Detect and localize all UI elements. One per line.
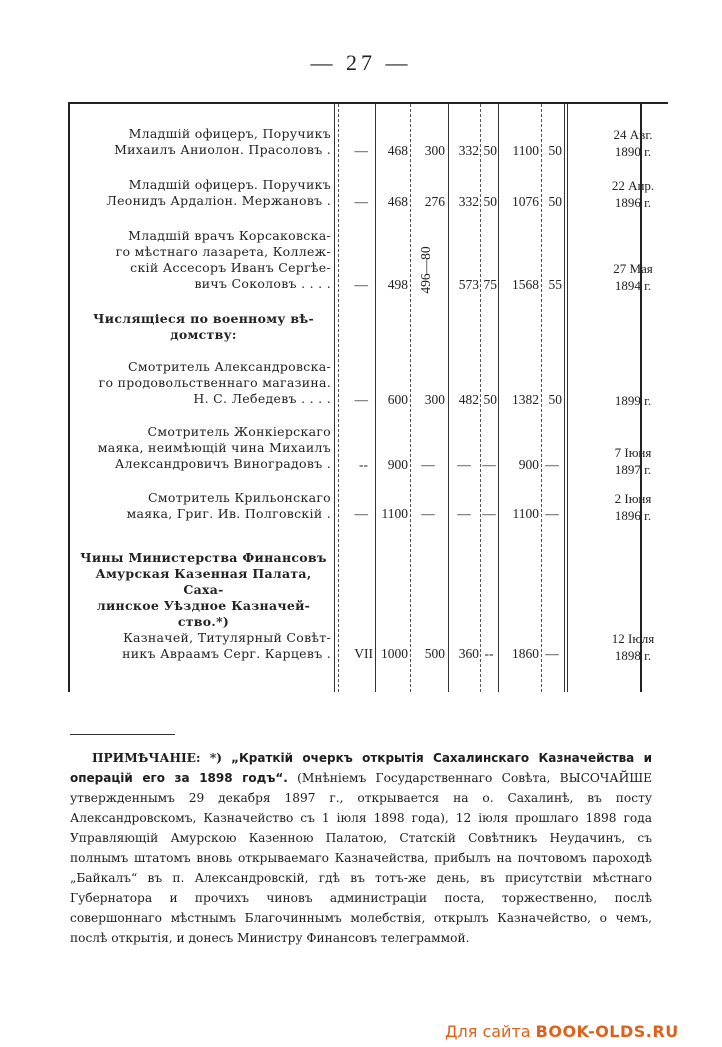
desc-line: вичъ Соколовъ . . . . [194, 276, 331, 291]
total-kopeks-cell: 50 [548, 143, 562, 158]
service-date [603, 444, 663, 478]
row-description [76, 228, 331, 292]
watermark [445, 1022, 679, 1041]
class-cell: — [354, 143, 368, 158]
quarters-cell: 482 [458, 392, 479, 407]
date-line: 1890 г. [614, 144, 652, 159]
date-line: 1898 г. [614, 648, 652, 663]
desc-line: Смотритель Жонкіерскаго [147, 424, 331, 439]
section-heading [76, 550, 331, 630]
date-line: 22 Апр. [611, 178, 655, 193]
salary-cell: 498 [387, 277, 408, 292]
salary-cell: 1100 [381, 506, 408, 521]
total-cell: 900 [518, 457, 539, 472]
section-line: Амурская Казенная Палата, Саха- [95, 566, 312, 597]
column-rule [338, 104, 339, 692]
desc-line: скій Ассесоръ Иванъ Сергѣе- [130, 260, 331, 275]
salary-cell: 1000 [381, 646, 408, 661]
section-line: линское Уѣздное Казначей- [96, 598, 311, 613]
table-left-border [68, 104, 70, 692]
kopeks-cell: — [482, 506, 496, 521]
footnote [70, 748, 652, 948]
desc-line: го продовольственнаго магазина. [98, 375, 331, 390]
date-line: 2 Іюня [614, 491, 652, 506]
quarters-cell: 332 [458, 194, 479, 209]
service-date [603, 392, 663, 409]
column-rule [334, 104, 335, 692]
desc-line: маяка, неимѣющій чина Михаилъ [97, 440, 331, 455]
class-cell: — [354, 392, 368, 407]
desc-line: Казначей, Титулярный Совѣт- [123, 630, 331, 645]
footnote-lead: ПРИМѢЧАНІЕ: *) [92, 751, 223, 765]
total-kopeks-cell: 50 [548, 392, 562, 407]
table-money-cell: 300 [424, 392, 445, 407]
row-description [76, 177, 331, 209]
salary-cell: 468 [387, 143, 408, 158]
total-kopeks-cell: 50 [548, 194, 562, 209]
row-description [76, 490, 331, 522]
column-rule [567, 104, 568, 692]
service-date [603, 490, 663, 524]
quarters-cell: 332 [458, 143, 479, 158]
salary-cell: 900 [387, 457, 408, 472]
total-kopeks-cell: — [545, 457, 559, 472]
class-cell: — [354, 194, 368, 209]
salary-table [68, 102, 668, 692]
quarters-cell: 360 [458, 646, 479, 661]
desc-line: Младшій офицеръ, Поручикъ [128, 126, 331, 141]
total-cell: 1100 [512, 143, 539, 158]
footnote-body: (Мнѣніемъ Государственнаго Совѣта, ВЫСОЧАЙШЕ утвержденнымъ 29 декабря 1897 г., открывается на о. Сахалинѣ, въ посту Александровскомъ, Казначейство съ 1 іюля 1898 года), 12 іюля прошлаго 1898 года Управляющій Амурскою Казенною Палатою, Статскій Совѣтникъ Неудачинъ, съ полнымъ штатомъ вновь открываемаго Казначейства, прибылъ на почтовомъ пароходѣ „Байкалъ“ въ п. Александровскій, гдѣ въ тотъ-же день, въ присутствіи мѣстнаго Губернатора и прочихъ чиновъ администраціи поста, торжественно, послѣ совершоннаго мѣстнымъ Благочиннымъ молебствія, открылъ Казначейство, о чемъ, послѣ открытія, и донесъ Министру Финансовъ телеграммой. [70, 771, 652, 945]
class-cell: -- [359, 457, 368, 472]
salary-cell: 468 [387, 194, 408, 209]
kopeks-cell: 50 [483, 392, 497, 407]
date-line: 1896 г. [614, 508, 652, 523]
date-line: 12 Іюля [611, 631, 655, 646]
kopeks-cell: — [482, 457, 496, 472]
class-cell: VII [354, 646, 373, 661]
salary-cell: 600 [387, 392, 408, 407]
date-line: 1894 г. [614, 278, 652, 293]
total-cell: 1860 [512, 646, 539, 661]
desc-line: Михаилъ Аниолон. Прасоловъ . [114, 142, 331, 157]
total-kopeks-cell: — [545, 506, 559, 521]
desc-line: Н. С. Лебедевъ . . . . [193, 391, 331, 406]
total-cell: 1100 [512, 506, 539, 521]
total-cell: 1568 [512, 277, 539, 292]
section-heading [76, 311, 331, 343]
desc-line: Младшій врачъ Корсаковска- [128, 228, 331, 243]
table-money-cell: — [421, 457, 435, 472]
service-date [603, 126, 663, 160]
page-number: — 27 — [310, 50, 412, 75]
desc-line: Смотритель Крильонскаго [148, 490, 331, 505]
date-line: 24 Авг. [613, 127, 653, 142]
kopeks-cell: 75 [483, 277, 497, 292]
kopeks-cell: -- [484, 646, 494, 661]
footnote-title: „Краткій очеркъ открытія Сахалинскаго Казначейства и операцій его за 1898 годъ“. [70, 751, 652, 785]
date-line: 1897 г. [614, 462, 652, 477]
row-description [76, 424, 331, 472]
kopeks-cell: 50 [483, 143, 497, 158]
class-cell: — [354, 506, 368, 521]
quarters-cell: 573 [458, 277, 479, 292]
section-line: ство.*) [177, 614, 230, 629]
desc-line: Леонидъ Ардаліон. Мержановъ . [106, 193, 331, 208]
watermark-site: BOOK-OLDS.RU [535, 1022, 679, 1041]
section-line: Числящіеся по военному вѣ- [93, 311, 314, 326]
desc-line: маяка, Григ. Ив. Полговскій . [126, 506, 331, 521]
desc-line: Младшій офицеръ. Поручикъ [128, 177, 331, 192]
date-line: 27 Мая [613, 261, 653, 276]
date-line: 7 Іюня [614, 445, 652, 460]
service-date [603, 260, 663, 294]
rotated-sum: 496—80 [418, 246, 433, 294]
total-cell: 1382 [512, 392, 539, 407]
class-cell: — [354, 277, 368, 292]
row-description [76, 630, 331, 662]
row-description [76, 126, 331, 158]
footnote-divider [70, 734, 175, 735]
table-money-cell: — [421, 506, 435, 521]
column-rule [564, 104, 565, 692]
service-date [603, 630, 663, 664]
desc-line: Александровичъ Виноградовъ . [114, 456, 331, 471]
desc-line: никъ Авраамъ Серг. Карцевъ . [122, 646, 331, 661]
watermark-prefix: Для сайта [445, 1022, 531, 1041]
total-kopeks-cell: 55 [548, 277, 562, 292]
quarters-cell: — [457, 457, 471, 472]
section-line: домству: [170, 327, 237, 342]
kopeks-cell: 50 [483, 194, 497, 209]
table-money-cell: 276 [424, 194, 445, 209]
date-line: 1896 г. [614, 195, 652, 210]
table-money-cell: 300 [424, 143, 445, 158]
total-kopeks-cell: — [545, 646, 559, 661]
desc-line: го мѣстнаго лазарета, Коллеж- [115, 244, 331, 259]
table-money-cell: 500 [424, 646, 445, 661]
service-date [603, 177, 663, 211]
desc-line: Смотритель Александровска- [127, 359, 331, 374]
total-cell: 1076 [512, 194, 539, 209]
date-line: 1899 г. [614, 393, 652, 408]
quarters-cell: — [457, 506, 471, 521]
section-line: Чины Министерства Финансовъ [80, 550, 327, 565]
row-description [76, 359, 331, 407]
